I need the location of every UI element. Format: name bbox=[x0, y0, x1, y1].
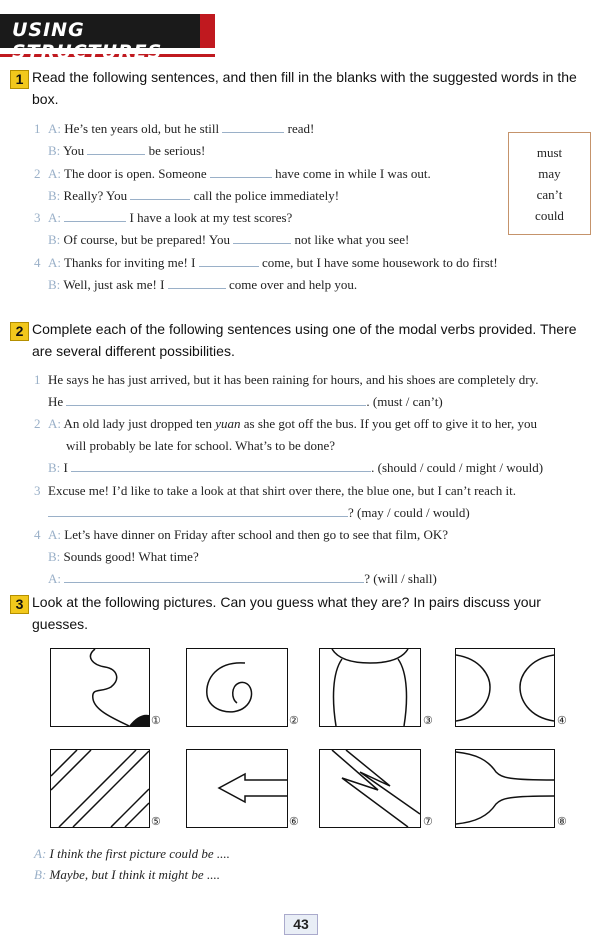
item-index: 1 bbox=[34, 372, 41, 387]
speaker-label: B: bbox=[48, 549, 61, 564]
speaker-label: A: bbox=[48, 210, 61, 225]
picture-5 bbox=[50, 749, 150, 828]
speaker-label: B: bbox=[48, 232, 61, 247]
picture-7 bbox=[319, 749, 421, 828]
picture-label: ④ bbox=[557, 715, 567, 727]
picture-8 bbox=[455, 749, 555, 828]
section-2-instruction: Complete each of the following sentences using one of the modal verbs provided. There are several different possibilities. bbox=[32, 321, 577, 359]
sentence-text: I have a look at my test scores? bbox=[129, 210, 293, 225]
exercise-line bbox=[48, 505, 470, 521]
sentence-text: Well, just ask me! I bbox=[63, 277, 165, 292]
blank[interactable] bbox=[130, 188, 190, 200]
sentence-text: You bbox=[63, 143, 85, 158]
section-1-number: 1 bbox=[10, 70, 29, 89]
item-index: 3 bbox=[34, 210, 41, 225]
exercise-line: will probably be late for school. What’s to be done? bbox=[66, 438, 336, 453]
sentence-text: call the police immediately! bbox=[193, 188, 340, 203]
exercise-line bbox=[48, 121, 314, 137]
speaker-label: A: bbox=[48, 166, 61, 181]
blank[interactable] bbox=[199, 255, 259, 267]
exercise-line bbox=[48, 210, 292, 226]
exercise-line bbox=[48, 166, 431, 182]
sentence-text: Thanks for inviting me! I bbox=[64, 255, 196, 270]
exercise-line bbox=[48, 527, 448, 543]
picture-label: ③ bbox=[423, 715, 433, 727]
sentence-text: as she got off the bus. If you get off to give it to her, you bbox=[240, 416, 537, 431]
sentence-text: Sounds good! What time? bbox=[63, 549, 199, 564]
blank[interactable] bbox=[87, 143, 145, 155]
blank[interactable] bbox=[66, 394, 366, 406]
exercise-line bbox=[48, 188, 339, 204]
exercise-line: He says he has just arrived, but it has been raining for hours, and his shoes are completely dry. bbox=[48, 372, 539, 387]
speaker-label: A: bbox=[48, 416, 61, 431]
sentence-text: yuan bbox=[215, 416, 241, 431]
picture-4 bbox=[455, 648, 555, 727]
sentence-text: ? (may / could / would) bbox=[348, 505, 470, 520]
sentence-text: I bbox=[63, 460, 68, 475]
blank[interactable] bbox=[168, 277, 226, 289]
word-box-item: may bbox=[538, 166, 561, 181]
section-2-number: 2 bbox=[10, 322, 29, 341]
exercise-line bbox=[48, 277, 357, 293]
sentence-text: Maybe, but I think it might be .... bbox=[49, 867, 220, 882]
blank[interactable] bbox=[210, 166, 272, 178]
picture-3 bbox=[319, 648, 421, 727]
sentence-text: come, but I have some housework to do first! bbox=[261, 255, 498, 270]
exercise-line bbox=[48, 232, 409, 248]
speaker-label: B: bbox=[48, 143, 61, 158]
picture-1 bbox=[50, 648, 150, 727]
picture-label: ⑤ bbox=[151, 816, 161, 828]
sentence-text: come over and help you. bbox=[228, 277, 358, 292]
exercise-line bbox=[48, 571, 437, 587]
exercise-line: Excuse me! I’d like to take a look at that shirt over there, the blue one, but I can’t reach it. bbox=[48, 483, 516, 498]
sentence-text: Of course, but be prepared! You bbox=[63, 232, 230, 247]
item-index: 2 bbox=[34, 166, 41, 181]
exercise-line bbox=[48, 255, 498, 271]
sentence-text: He bbox=[48, 394, 64, 409]
picture-label: ⑧ bbox=[557, 816, 567, 828]
sentence-text: Let’s have dinner on Friday after school and then go to see that film, OK? bbox=[64, 527, 449, 542]
exercise-line bbox=[48, 143, 205, 159]
item-index: 3 bbox=[34, 483, 41, 498]
speaker-label: A: bbox=[48, 255, 61, 270]
word-box-item: must bbox=[536, 145, 563, 160]
sentence-text: ? (will / shall) bbox=[364, 571, 437, 586]
sentence-text: have come in while I was out. bbox=[275, 166, 431, 181]
word-box-item: can’t bbox=[536, 187, 563, 202]
speaker-label: A: bbox=[48, 121, 61, 136]
sentence-text: An old lady just dropped ten bbox=[63, 416, 216, 431]
picture-label: ① bbox=[151, 715, 161, 727]
blank[interactable] bbox=[64, 571, 364, 583]
item-index: 4 bbox=[34, 527, 41, 542]
picture-2 bbox=[186, 648, 288, 727]
sentence-text: . (must / can’t) bbox=[366, 394, 443, 409]
exercise-line bbox=[48, 416, 537, 432]
blank[interactable] bbox=[48, 505, 348, 517]
picture-label: ⑥ bbox=[289, 816, 299, 828]
section-banner bbox=[0, 14, 215, 63]
picture-6 bbox=[186, 749, 288, 828]
blank[interactable] bbox=[233, 232, 291, 244]
item-index: 2 bbox=[34, 416, 41, 431]
page-number: 43 bbox=[284, 914, 318, 935]
word-box bbox=[508, 132, 591, 235]
speaker-label: B: bbox=[48, 188, 61, 203]
speaker-label: A: bbox=[48, 527, 61, 542]
exercise-line bbox=[48, 460, 543, 476]
sentence-text: The door is open. Someone bbox=[64, 166, 207, 181]
speaker-label: A: bbox=[48, 571, 61, 586]
sample-dialog-line bbox=[34, 867, 220, 883]
section-3-instruction: Look at the following pictures. Can you guess what they are? In pairs discuss your guesses. bbox=[32, 594, 541, 632]
blank[interactable] bbox=[222, 121, 284, 133]
banner-title: USING STRUCTURES bbox=[12, 19, 163, 63]
picture-label: ⑦ bbox=[423, 816, 433, 828]
sentence-text: read! bbox=[287, 121, 315, 136]
exercise-line bbox=[48, 394, 443, 410]
speaker-label: B: bbox=[34, 867, 47, 882]
word-box-item: could bbox=[535, 208, 564, 223]
blank[interactable] bbox=[71, 460, 371, 472]
sentence-text: not like what you see! bbox=[294, 232, 410, 247]
item-index: 4 bbox=[34, 255, 41, 270]
blank[interactable] bbox=[64, 210, 126, 222]
exercise-line bbox=[48, 549, 199, 565]
sentence-text: Really? You bbox=[63, 188, 128, 203]
speaker-label: B: bbox=[48, 460, 61, 475]
speaker-label: A: bbox=[34, 846, 47, 861]
section-3-number: 3 bbox=[10, 595, 29, 614]
sentence-text: be serious! bbox=[148, 143, 206, 158]
item-index: 1 bbox=[34, 121, 41, 136]
sentence-text: I think the first picture could be .... bbox=[49, 846, 230, 861]
section-1-instruction: Read the following sentences, and then fill in the blanks with the suggested words in the box. bbox=[32, 69, 577, 107]
sentence-text: . (should / could / might / would) bbox=[371, 460, 544, 475]
picture-label: ② bbox=[289, 715, 299, 727]
speaker-label: B: bbox=[48, 277, 61, 292]
sample-dialog-line bbox=[34, 846, 230, 862]
sentence-text: He’s ten years old, but he still bbox=[64, 121, 220, 136]
